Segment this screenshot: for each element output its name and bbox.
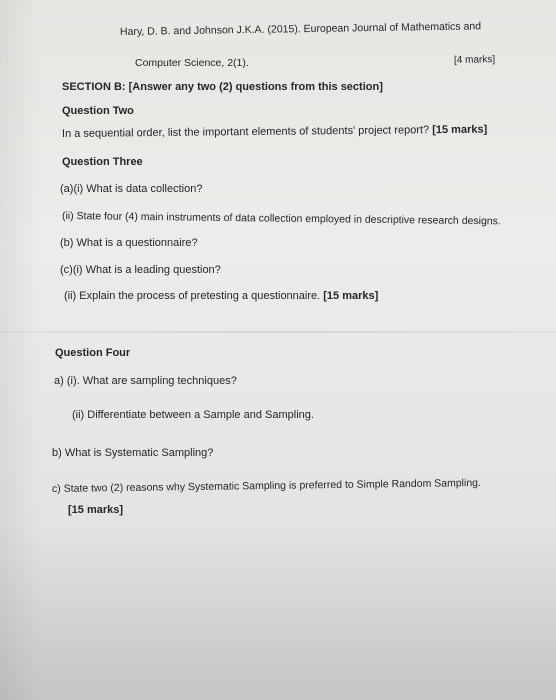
reference-marks: [4 marks] bbox=[453, 54, 496, 66]
question-three-item-a-ii: (ii) State four (4) main instruments of data collection employed in descriptive research designs. bbox=[61, 210, 501, 228]
question-three-item-c-ii-line bbox=[64, 289, 378, 303]
question-two-title: Question Two bbox=[62, 105, 134, 117]
question-four-item-a-ii: (ii) Differentiate between a Sample and Sampling. bbox=[72, 409, 314, 421]
question-four-item-c: c) State two (2) reasons why Systematic Sampling is preferred to Simple Random Sampling. bbox=[51, 477, 481, 495]
page-shadow-bottom bbox=[0, 520, 556, 700]
question-two-marks: [15 marks] bbox=[432, 123, 488, 137]
question-three-item-c-i: (c)(i) What is a leading question? bbox=[60, 264, 221, 276]
question-three-marks: [15 marks] bbox=[323, 290, 379, 302]
question-two-text: In a sequential order, list the important elements of students' project report? bbox=[61, 124, 430, 140]
question-three-item-b: (b) What is a questionnaire? bbox=[60, 237, 198, 249]
reference-line-1: Hary, D. B. and Johnson J.K.A. (2015). European Journal of Mathematics and bbox=[119, 20, 482, 38]
question-four-title: Question Four bbox=[55, 347, 131, 359]
question-two-text-line bbox=[62, 123, 487, 141]
question-four-item-b: b) What is Systematic Sampling? bbox=[52, 447, 214, 459]
section-b-header: SECTION B: [Answer any two (2) questions from this section] bbox=[62, 81, 383, 93]
question-three-title: Question Three bbox=[62, 156, 143, 168]
question-three-item-c-ii: (ii) Explain the process of pretesting a questionnaire. bbox=[64, 290, 321, 302]
reference-line-2: Computer Science, 2(1). bbox=[135, 57, 249, 69]
question-four-item-a-i: a) (i). What are sampling techniques? bbox=[54, 375, 237, 387]
page-fold bbox=[0, 331, 556, 333]
question-four-marks: [15 marks] bbox=[68, 504, 124, 516]
question-three-item-a-i: (a)(i) What is data collection? bbox=[60, 183, 203, 195]
